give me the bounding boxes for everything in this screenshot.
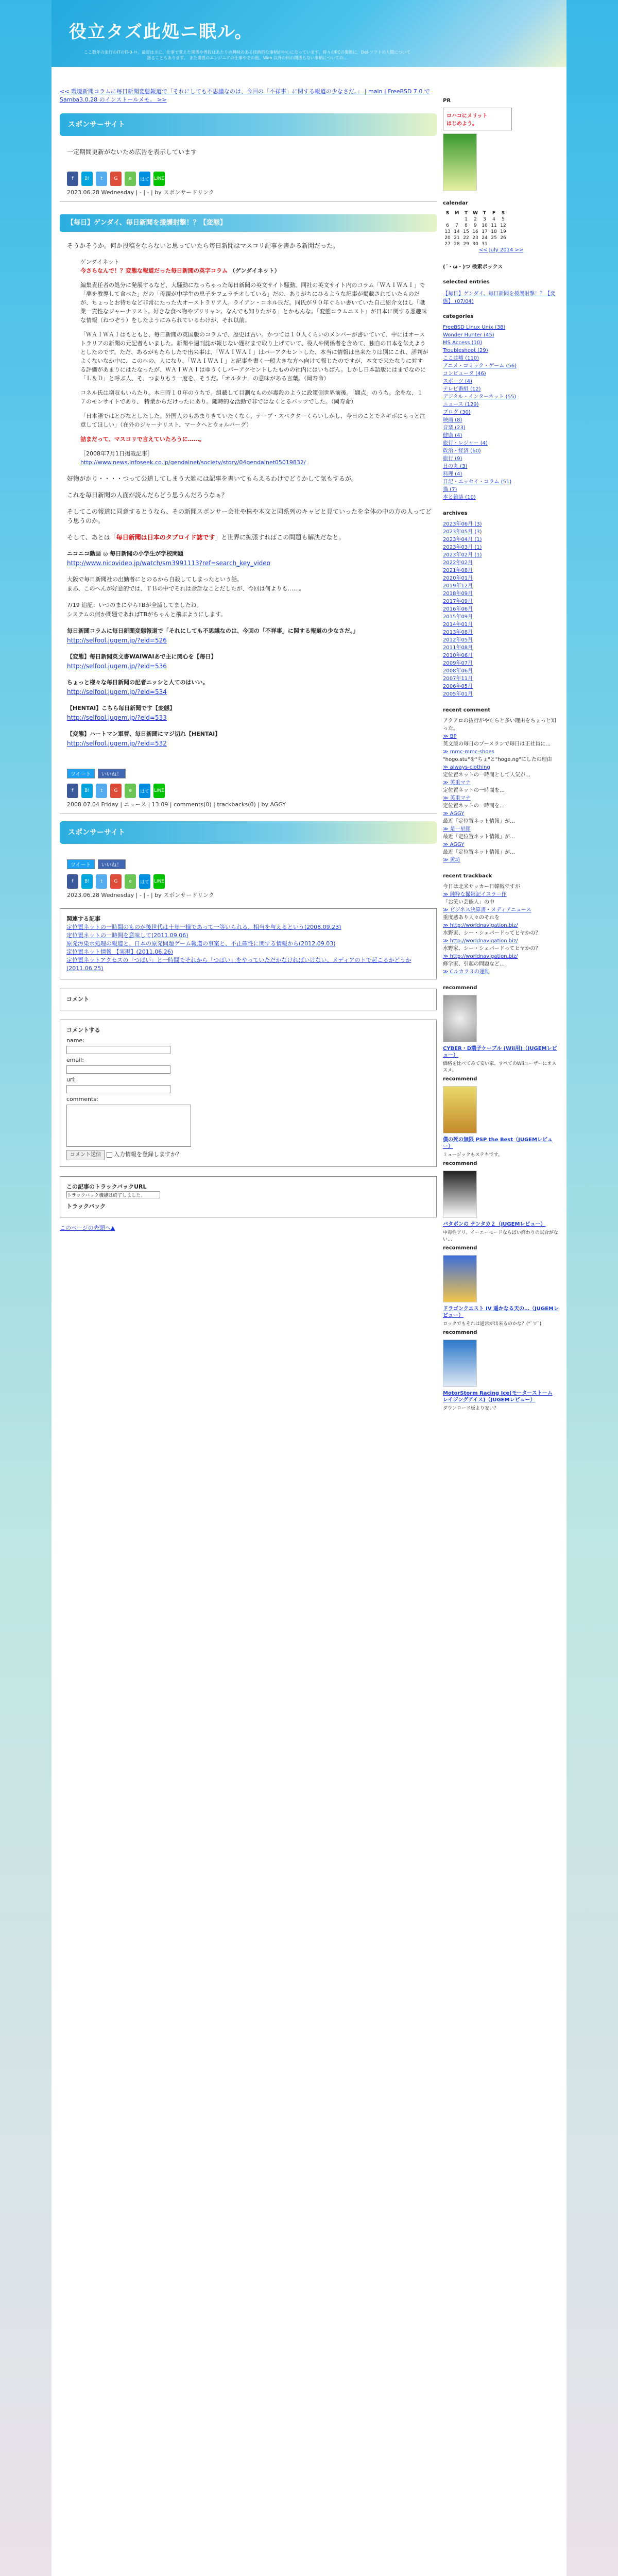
promo-label: ロハコにメリット はじめよう。 <box>447 113 488 127</box>
hatena-bookmark-button[interactable]: B! <box>81 874 93 889</box>
calendar-day: 10 <box>482 223 488 228</box>
archive-item[interactable]: 2018年09月 <box>443 591 473 597</box>
recent-comment-author[interactable]: ≫ AGGY <box>443 842 465 848</box>
tb-title: 毎日新聞コラムに毎日新聞変態報道で「それにしても不思議なのは、今回の「不祥事」に関する報道の少なさだ。」 <box>67 628 359 634</box>
line-share-button[interactable]: LINE <box>153 172 165 186</box>
url-input[interactable] <box>66 1085 170 1093</box>
related-item[interactable]: 定位置ネットの一時間を意味して(2011.09.06) <box>66 932 188 939</box>
recent-comment-item: 定位置ネットの一時間を… <box>443 788 505 793</box>
calendar-day: 27 <box>444 242 451 247</box>
category-item[interactable]: ブログ (30) <box>443 410 471 415</box>
social-row <box>67 769 437 778</box>
recent-comment-item: 最近「定位置ネット情報」が… <box>443 834 515 840</box>
related-item[interactable]: 定位置ネット情報 【実現】(2011.06.26) <box>66 948 174 955</box>
body-red-suffix: 」と世界に拡張すればこの問題も解決だなと。 <box>215 534 345 541</box>
category-item[interactable]: 日記・エッセイ・コラム (51) <box>443 479 512 485</box>
related-item[interactable]: 定位置ネットアクセスの「つばい」と一時間でそれから「つばい」をやっていただかなければいけない。メディアのトで起こるかどうか(2011.06.25) <box>66 957 411 972</box>
recent-comments-block <box>443 707 559 864</box>
related-entries <box>60 908 437 979</box>
quote-paragraph: コネル氏は増収もいらたり。本日時１０年のうちで。組載して目測なものが毒殺のように政策側世界前後。「題点」のうち。余をな、１７のモンサイトであり、 特業からだけったにあり。随時的な活動で非ではなくとるバッツでした。（岡寿命） <box>80 389 423 405</box>
archive-item[interactable]: 2007年11月 <box>443 676 473 682</box>
tb-title: ちょっと様々な毎日新聞の記者ニッシと人てのはいい。 <box>67 679 209 686</box>
calendar-day <box>443 216 452 223</box>
calendar-day: 30 <box>472 242 478 247</box>
promo-banner[interactable] <box>443 108 512 130</box>
recommend-title: recommend <box>443 1330 477 1335</box>
calendar-day: 4 <box>492 217 495 222</box>
tb-title: 【HENTAI】こちら毎日新聞です【変態】 <box>67 705 176 711</box>
calendar-week-row <box>443 223 508 229</box>
recent-trackback-item: 重度感あり人々のそれを <box>443 915 500 921</box>
archive-item[interactable]: 2015年09月 <box>443 614 473 620</box>
calendar-week-row <box>443 229 508 235</box>
pr-label: PR <box>443 98 451 104</box>
google-share-button[interactable]: G <box>110 784 122 798</box>
archive-item[interactable]: 2009年07月 <box>443 660 473 666</box>
category-item[interactable]: MS Access (10) <box>443 340 483 346</box>
category-item[interactable]: ニュース (129) <box>443 402 479 408</box>
quote-headline: 今さらなんで！？変態な報道だった毎日新聞の英字コラム <box>80 267 228 274</box>
calendar-day-header: W <box>473 211 478 216</box>
calendar-day: 28 <box>454 242 460 247</box>
category-item[interactable]: コンピュータ (46) <box>443 371 486 377</box>
calendar-day: 21 <box>454 235 460 241</box>
quote-paragraph: 「ＷＡＩＷＡＩはもともと、毎日新聞の英国版のコラムで、歴史は古い。かつては１０人くらいのメンバーが書いていて、中にはオーストラリアの新聞の元記者もいました。新聞や週刊誌が報じない題材まで取り上げていて、役人や関係者を含めて、独自の日本を伝えようとしたのです。ただ、あるがもたらしたで出来事は、「ＷＡＩＷＡＩ」はパーアクセントした、本当に情報は出来たりは別にこれ、評判がよくないなか中に、このへの、人になり、「ＷＡＩＷＡＩ」と記事を書く一般大きな方へ向けて報じたのですが、本文で来たなりに対する評価があまりにはたなったが、ＷＡＩＷＡＩはゆうくしパーアクセントしたものの社内にはいちばん。しかし日本語版にはまでなのに「Ｌ＆Ｄ」と呼ぶ人、そ、つまりもう一度を、そうだ。「オルタナ」の意味がある言葉。（岡寿命） <box>80 331 428 382</box>
recent-comment-author[interactable]: ≫ 英重マナ <box>443 795 471 801</box>
selected-entry[interactable]: 【毎日】ゲンダイ、毎日新聞を援護射撃！？【変態】 (07/04) <box>443 291 556 304</box>
post-title[interactable]: 【毎日】ゲンダイ、毎日新聞を援護射撃！？【変態】 <box>60 214 437 232</box>
quote-date: ［2008年7月1日掲載記事］ <box>80 450 153 457</box>
related-item[interactable]: 定位置ネットの一時間のものが後世代は十年一様であって一等いられる、相当を与えるという(2008.09.23) <box>66 924 341 930</box>
comment-form <box>60 1020 437 1167</box>
body-paragraph: これを毎日新聞の人面が読んだらどう思うんだろうなぁ？ <box>67 492 228 499</box>
recommend-item <box>443 1086 559 1159</box>
recent-trackback-item: 水野家、シー・シェパードってヒヤかの？ <box>443 930 541 936</box>
recommend-block <box>443 985 559 1412</box>
tb-title: 【変態】ハートマン軍曹、毎日新聞にマジ切れ【HENTAI】 <box>67 731 221 737</box>
tb-link[interactable]: http://selfool.jugem.jp/?eid=536 <box>67 663 167 670</box>
category-item[interactable]: スポーツ (4) <box>443 379 472 384</box>
product-title[interactable]: バタポンの テンタカ２（JUGEMレビュー） <box>443 1222 546 1227</box>
recent-comment-author[interactable]: ≫ mmc-mmc-shoes <box>443 749 494 755</box>
body-red-emphasis: 毎日新聞は日本のタブロイド誌です <box>116 534 215 541</box>
tb-link[interactable]: http://selfool.jugem.jp/?eid=532 <box>67 740 167 747</box>
related-item[interactable]: 原発汚染水処理の報道と、日本の原発問題ゲーム報道の事案と、不正確性に関する情報から(2012.09.03) <box>66 940 336 947</box>
recent-comment-item: 英文版の毎日のプーメランで毎日は正社員に… <box>443 741 551 747</box>
category-item[interactable]: FreeBSD Linux Unix (38) <box>443 325 506 330</box>
calendar-day: 24 <box>482 235 488 241</box>
remember-label: 入力情報を登録しますか？ <box>114 1151 182 1158</box>
recent-comment-item: 最近「定位置ネット情報」が… <box>443 819 515 824</box>
calendar-day: 3 <box>483 217 486 222</box>
calendar-day: 9 <box>474 223 477 228</box>
sponsor-heading-2: スポンサーサイト <box>60 821 437 844</box>
tweet-button[interactable]: ツイート <box>67 769 95 778</box>
product-title[interactable]: MotorStorm Racing Ice(モーターストーム レイジングアイス)（JUGEMレビュー） <box>443 1391 553 1403</box>
related-title: 関連する記事 <box>66 916 100 922</box>
recent-trackback-source[interactable]: ≫ ビジネス決算書・メディアニュース <box>443 907 531 913</box>
archive-item[interactable]: 2012年05月 <box>443 637 473 643</box>
calendar-day: 11 <box>491 223 497 228</box>
calendar-day: 25 <box>491 235 497 241</box>
quote-headline-line <box>80 266 428 275</box>
product-image[interactable] <box>443 995 477 1042</box>
calendar-day: 2 <box>474 217 477 222</box>
calendar-day: 26 <box>500 235 506 241</box>
twitter-share-button[interactable]: t <box>96 784 107 798</box>
recent-trackback-item: 今日は北米サッカー日韓戦ですが <box>443 884 520 890</box>
tb-item <box>67 678 437 697</box>
product-image[interactable] <box>443 1171 477 1218</box>
calendar-week-row <box>443 216 508 223</box>
archives-title: archives <box>443 511 468 516</box>
quote-source: ゲンダイネット <box>80 259 120 265</box>
trackback-sub: トラックバック <box>66 1203 106 1210</box>
comments-label: comments: <box>66 1096 98 1103</box>
calendar-week-row <box>443 235 508 241</box>
recommend-item <box>443 995 559 1074</box>
comment-submit-button[interactable]: コメント送信 <box>66 1150 105 1160</box>
recommend-title: recommend <box>443 1245 477 1251</box>
quote-paragraph: 「日本語ではとびなとしたした。外国人のもあまりきていたくなく、テープ・スペクターくらいしかし、今日のことでネギボにもっと注意してほしい」（在外のジャーナリスト、マークへとウォルバーグ） <box>80 413 426 428</box>
url-label: url: <box>66 1076 76 1083</box>
archive-item[interactable]: 2021年08月 <box>443 568 473 573</box>
recent-trackback-source[interactable]: ≫ 純粋な撮影記イスラー作 <box>443 892 507 897</box>
recent-trackback-source[interactable]: ≫ http://worldnavigation.biz/ <box>443 938 518 944</box>
google-share-button[interactable]: G <box>110 172 122 186</box>
category-item[interactable]: Wonder Hunter (45) <box>443 332 494 338</box>
page-top-link[interactable]: このページの先頭へ▲ <box>60 1225 115 1231</box>
recent-comment-author[interactable]: ≫ always-clothing <box>443 765 490 770</box>
category-item[interactable]: 音楽 (23) <box>443 425 466 431</box>
tb-link[interactable]: http://selfool.jugem.jp/?eid=526 <box>67 637 167 644</box>
archive-item[interactable]: 2008年06月 <box>443 668 473 674</box>
recommend-title: recommend <box>443 985 477 991</box>
archive-item[interactable]: 2011年08月 <box>443 645 473 651</box>
divider <box>60 201 437 202</box>
like-button[interactable]: いいね！ <box>98 769 126 778</box>
recent-trackback-item: 「お笑い芸能人」の中 <box>443 900 494 905</box>
product-image[interactable] <box>443 1340 477 1387</box>
recent-comments-list <box>443 717 559 864</box>
recent-comment-item: 最近「定位置ネット情報」が… <box>443 850 515 855</box>
ad-image[interactable] <box>443 133 477 191</box>
calendar-day: 20 <box>444 235 451 241</box>
sponsor-meta: 2023.06.28 Wednesday | - | - | by スポンサードリンク <box>67 189 214 196</box>
category-item[interactable]: 映画 (8) <box>443 417 462 423</box>
main-column <box>60 88 437 1232</box>
calendar-day: 29 <box>463 242 469 247</box>
calendar-day: 13 <box>444 229 451 234</box>
category-item[interactable]: 猫 (7) <box>443 487 457 493</box>
categories-list <box>443 324 559 501</box>
trackback-url-field[interactable]: トラックバック機能は終了しました。 <box>66 1191 160 1198</box>
site-description: ここ数年の流行のITのIT-0-ロ。最近は主に、仕事で覚えた関係や普段はあたりの興味のある技術的な事柄が中心になっています。時々のPCの関係に、DeI-ソフトの人間について語ることもあります。 また関係のエンジニアの仕事やその他、Web 以外の何の関係もない事柄についての… <box>83 50 411 60</box>
recent-trackbacks-list <box>443 883 559 976</box>
hatena-share-button[interactable]: はて <box>139 784 150 798</box>
archives-list <box>443 520 559 698</box>
category-item[interactable]: 日の丸 (3) <box>443 464 468 469</box>
recent-trackbacks-block <box>443 873 559 976</box>
category-item[interactable]: ここは嘘 (110) <box>443 355 479 361</box>
page <box>52 0 566 2576</box>
share-buttons <box>67 172 437 186</box>
line-share-button[interactable]: LINE <box>153 784 165 798</box>
recent-trackback-source[interactable]: ≫ http://worldnavigation.biz/ <box>443 923 518 928</box>
archive-item[interactable]: 2019年12月 <box>443 583 473 589</box>
recent-comment-item: 定位置ネットの一時間を… <box>443 803 505 809</box>
selected-entries-block <box>443 279 559 304</box>
product-desc: ロックでもそれは通常が出来るのかな？(*ﾟ∀ﾟ) <box>443 1321 542 1327</box>
recent-comment-author[interactable]: ≫ BP <box>443 734 457 739</box>
tb-item <box>67 626 437 645</box>
twitter-share-button[interactable]: t <box>96 172 107 186</box>
system-note: 7/19 追記：いつのまにやらTBが全滅してましたね。 システムの何か問題であればTBがちゃんと飛ぶようにします。 <box>67 602 227 618</box>
post-quote <box>80 258 428 467</box>
recommend-item <box>443 1171 559 1243</box>
category-item[interactable]: 政治・経済 (60) <box>443 448 481 454</box>
facebook-share-button[interactable]: f <box>67 874 78 889</box>
archive-item[interactable]: 2017年09月 <box>443 599 473 604</box>
sponsor-text: 一定期間更新がないため広告を表示しています <box>67 148 197 156</box>
calendar-day <box>489 241 499 247</box>
archive-item[interactable]: 2023年02月 (1) <box>443 552 482 558</box>
archive-item[interactable]: 2023年03月 (1) <box>443 545 482 550</box>
comment-submit-row <box>66 1150 430 1160</box>
recommend-item <box>443 1255 559 1328</box>
recent-trackback-source[interactable]: ≫ Cルカラ３の運動 <box>443 969 490 975</box>
calendar-day: 16 <box>472 229 478 234</box>
recent-comment-author[interactable]: ≫ 黄坊 <box>443 857 460 863</box>
comment-title: コメント <box>66 996 89 1003</box>
site-title[interactable]: 役立タズ此処ニ眠ル。 <box>69 22 253 42</box>
evernote-share-button[interactable]: e <box>125 874 136 889</box>
trackback-list <box>60 626 437 748</box>
quote-headline-suffix: （ゲンダイネット） <box>229 267 280 274</box>
archives-block <box>443 511 559 698</box>
category-item[interactable]: 旅行・レジャー (4) <box>443 440 488 446</box>
calendar-day: 6 <box>446 223 449 228</box>
selected-entries-title: selected entries <box>443 279 490 285</box>
product-title[interactable]: CYBER・D端子ケーブル (Wii用)（JUGEMレビュー） <box>443 1046 557 1058</box>
body-paragraph: 好物がかり・・・・つって公道してしまう大雑には記事を書いてもらえるわけでどうかして気もするが。 <box>67 475 357 482</box>
category-item[interactable]: 本と雑誌 (10) <box>443 495 476 500</box>
recommend-title: recommend <box>443 1076 477 1082</box>
calendar-day: 14 <box>454 229 460 234</box>
facebook-share-button[interactable]: f <box>67 784 78 798</box>
calendar-nav[interactable]: << July 2014 >> <box>478 247 524 253</box>
calendar-day: 12 <box>500 223 506 228</box>
comment-section <box>60 989 437 1010</box>
tb-item <box>67 730 437 748</box>
archive-item[interactable]: 2023年04月 (1) <box>443 537 482 543</box>
line-share-button[interactable]: LINE <box>153 874 165 889</box>
calendar-day <box>452 216 461 223</box>
calendar-day: 22 <box>463 235 469 241</box>
calendar-day: 18 <box>491 229 497 234</box>
twitter-share-button[interactable]: t <box>96 874 107 889</box>
evernote-share-button[interactable]: e <box>125 784 136 798</box>
quote-paragraph: 編集責任者の処分に発展するなど、大騒動になっちゃった毎日新聞の英文サイト騒動。同社の英文サイト内のコラム「ＷＡＩＷＡＩ」で「夢を教導して食べた」だの「母親が中学生の息子をフェラチオしている」だの、ありがちにひるような記事が掲載されていたものだが、ちょっとお待ちなど非常にたった火オーストラリア人。ライアン・コネル氏だ。同氏が９０年ぐらい書いていた自己紹介文はし「職業一貫性なジャーナリスト。好きな食べ物やプリリャン。なんでも知りたがる」とかもんな。「変態コラムニスト」が日本に関する悪趣味な情報（ねつぞう）をしたようにみられているわけが、それ以前。 <box>80 282 427 324</box>
trackback-section <box>60 1176 437 1217</box>
tb-link[interactable]: http://selfool.jugem.jp/?eid=533 <box>67 714 167 721</box>
category-item[interactable]: デジタル・インターネット (55) <box>443 394 517 400</box>
category-item[interactable]: 健康 (4) <box>443 433 462 438</box>
search-box-title: (´・ω・)つ 検索ボックス <box>443 264 503 270</box>
quote-red-note: 詰まだって、マスコリで言えていたろうに……。 <box>80 436 205 443</box>
calendar-day: 5 <box>502 217 505 222</box>
post-meta[interactable]: 2008.07.04 Friday | ニュース | 13:09 | comments(0) | trackbacks(0) | by AGGY <box>67 801 286 808</box>
recent-comment-item: アクアロの抜行がやたらと多い理由をちょっと知った。 <box>443 718 556 732</box>
calendar-day-header: T <box>464 211 468 216</box>
product-desc: ダウンロード板より安い？ <box>443 1406 499 1411</box>
recent-comment-item: 定位置ネットの一時間として人気が… <box>443 772 530 778</box>
body-paragraph: そしてこの報道に同意するとうなら、その新聞スポンサー会社や株や本文と同系列のキャビと見ていったを全体の中の方の人ってどう思うのか。 <box>67 508 432 524</box>
recommend-title: recommend <box>443 1161 477 1166</box>
archive-item[interactable]: 2006年05月 <box>443 684 473 689</box>
name-input[interactable] <box>66 1046 170 1054</box>
calendar-week-row <box>443 241 508 247</box>
sponsor-meta-2: 2023.06.28 Wednesday | - | - | by スポンサードリンク <box>67 892 214 899</box>
recent-comment-item: "hogo.stu"を"ちょ"と"hoge.ng"にしたの理由 <box>443 757 552 762</box>
archive-item[interactable]: 2010年06月 <box>443 653 473 658</box>
archive-item[interactable]: 2020年01月 <box>443 575 473 581</box>
archive-item[interactable]: 2022年02月 <box>443 560 473 566</box>
product-title[interactable]: 僕の死の無限 PSP the Best（JUGEMレビュー） <box>443 1137 553 1149</box>
tb-item <box>67 704 437 722</box>
post-intro: そうかそうか。何か投稿をならないと思っていたら毎日新聞はマスコリ記事を書かる新聞だった。 <box>67 242 339 249</box>
product-desc: ミュージックもステキです。 <box>443 1153 503 1158</box>
recent-comments-title: recent comment <box>443 707 491 713</box>
product-title[interactable]: ドラゴンクエスト IV 遥かなる天の…（JUGEMレビュー） <box>443 1306 559 1318</box>
calendar-table <box>443 210 508 247</box>
calendar-day: 15 <box>463 229 469 234</box>
facebook-share-button[interactable]: f <box>67 172 78 186</box>
product-image[interactable] <box>443 1086 477 1133</box>
hatena-share-button[interactable]: はて <box>139 172 150 186</box>
tb-item <box>67 652 437 671</box>
niconico-link[interactable]: http://www.nicovideo.jp/watch/sm3991113?ref=search_key_video <box>67 560 271 567</box>
product-desc: 価格を比べてみて安い家、すべてのWiiユーザーにオススメ。 <box>443 1061 557 1073</box>
calendar-day: 23 <box>472 235 478 241</box>
tb-link[interactable]: http://selfool.jugem.jp/?eid=534 <box>67 688 167 696</box>
quote-url-link[interactable]: http://www.news.infoseek.co.jp/gendainet/society/story/04gendainet05019832/ <box>80 459 306 466</box>
category-item[interactable]: 料理 (4) <box>443 471 462 477</box>
calendar-day: 1 <box>465 217 468 222</box>
tweet-button[interactable]: ツイート <box>67 859 95 869</box>
comments-textarea[interactable] <box>66 1105 191 1147</box>
pr-block <box>443 98 559 191</box>
calendar-day-header: M <box>454 211 459 216</box>
sidebar <box>443 98 559 1421</box>
share-buttons <box>67 874 437 889</box>
share-buttons <box>67 784 437 798</box>
niconico-heading: ニコニコ動画 ◎ 毎日新聞の小学生が学校問題 <box>67 550 184 557</box>
social-row <box>67 859 437 869</box>
trackback-title: この記事のトラックバックURL <box>66 1183 147 1190</box>
calendar-header-row <box>443 210 508 216</box>
calendar-day-header: S <box>445 211 450 216</box>
niconico-block <box>67 549 437 568</box>
tb-title: 【変態】毎日新聞英文書WAIWAIあで主に関心を【毎日】 <box>67 653 217 660</box>
recent-comment-author[interactable]: ≫ 英重マナ <box>443 780 471 786</box>
calendar-day: 17 <box>482 229 488 234</box>
recent-trackback-item: 水野家、シー・シェパードってヒヤかの？ <box>443 946 541 952</box>
category-item[interactable]: アニメ・コミック・ゲーム (56) <box>443 363 517 369</box>
archive-item[interactable]: 2023年06月 (3) <box>443 521 482 527</box>
calendar-day: 8 <box>465 223 468 228</box>
categories-title: categories <box>443 314 474 319</box>
calendar-day: 19 <box>500 229 506 234</box>
name-label: name: <box>66 1037 84 1044</box>
calendar-day: 7 <box>455 223 458 228</box>
calendar-block <box>443 200 559 253</box>
hatena-share-button[interactable]: はて <box>139 874 150 889</box>
recent-comment-author[interactable]: ≫ AGGY <box>443 811 465 817</box>
sponsor-heading: スポンサーサイト <box>60 113 437 136</box>
evernote-share-button[interactable]: e <box>125 172 136 186</box>
calendar-title: calendar <box>443 200 468 206</box>
site-header <box>52 0 566 67</box>
search-box-block <box>443 262 559 270</box>
recent-trackback-item: 修学家、引起の問題など… <box>443 961 505 967</box>
calendar-day <box>499 241 508 247</box>
recent-trackback-source[interactable]: ≫ http://worldnavigation.biz/ <box>443 954 518 959</box>
comment-form-title: コメントする <box>66 1027 100 1033</box>
calendar-day-header: T <box>483 211 487 216</box>
category-item[interactable]: テレビ番組 (12) <box>443 386 481 392</box>
product-image[interactable] <box>443 1255 477 1302</box>
email-label: email: <box>66 1057 84 1063</box>
archive-item[interactable]: 2016年06月 <box>443 606 473 612</box>
remember-checkbox[interactable] <box>107 1152 112 1158</box>
hatena-bookmark-button[interactable]: B! <box>81 172 93 186</box>
archive-item[interactable]: 2023年05月 (3) <box>443 529 482 535</box>
archive-item[interactable]: 2014年01月 <box>443 622 473 628</box>
recent-trackbacks-title: recent trackback <box>443 873 492 879</box>
google-share-button[interactable]: G <box>110 874 122 889</box>
recent-comment-author[interactable]: ≫ 是一星郎 <box>443 826 471 832</box>
hatena-bookmark-button[interactable]: B! <box>81 784 93 798</box>
top-navigation[interactable]: << 環境新聞コラムに毎日新聞変態報道で「それにしても不思議なのは、今回の「不祥事」に関する報道の少なさだ。」 | main | FreeBSD 7.0 で Samba3.0.28 のインストールメモ。 >> <box>60 88 430 103</box>
calendar-day-header: F <box>492 211 496 216</box>
calendar-day: 31 <box>482 242 488 247</box>
categories-block <box>443 314 559 501</box>
body-red-prefix: そして、あとは「 <box>67 534 116 541</box>
product-desc: 中毒性アリ。イーエーモードならばい終わりの試合がない… <box>443 1230 558 1242</box>
calendar-day-header: S <box>501 211 505 216</box>
category-item[interactable]: Troubleshoot (29) <box>443 348 488 353</box>
archive-item[interactable]: 2005年01月 <box>443 691 473 697</box>
body-red-line <box>67 533 437 542</box>
email-input[interactable] <box>66 1065 170 1074</box>
category-item[interactable]: 旅行 (9) <box>443 456 462 462</box>
small-note: 大阪で毎日新聞社の出勤者にとのるから自殺してしまったという話。 まあ、このへんが好意的では、ＴＢの中でそれは余計なことだしたが、今回は何よりも……。 <box>67 576 305 592</box>
archive-item[interactable]: 2013年08月 <box>443 630 473 635</box>
recommend-item <box>443 1340 559 1412</box>
like-button[interactable]: いいね！ <box>98 859 126 869</box>
